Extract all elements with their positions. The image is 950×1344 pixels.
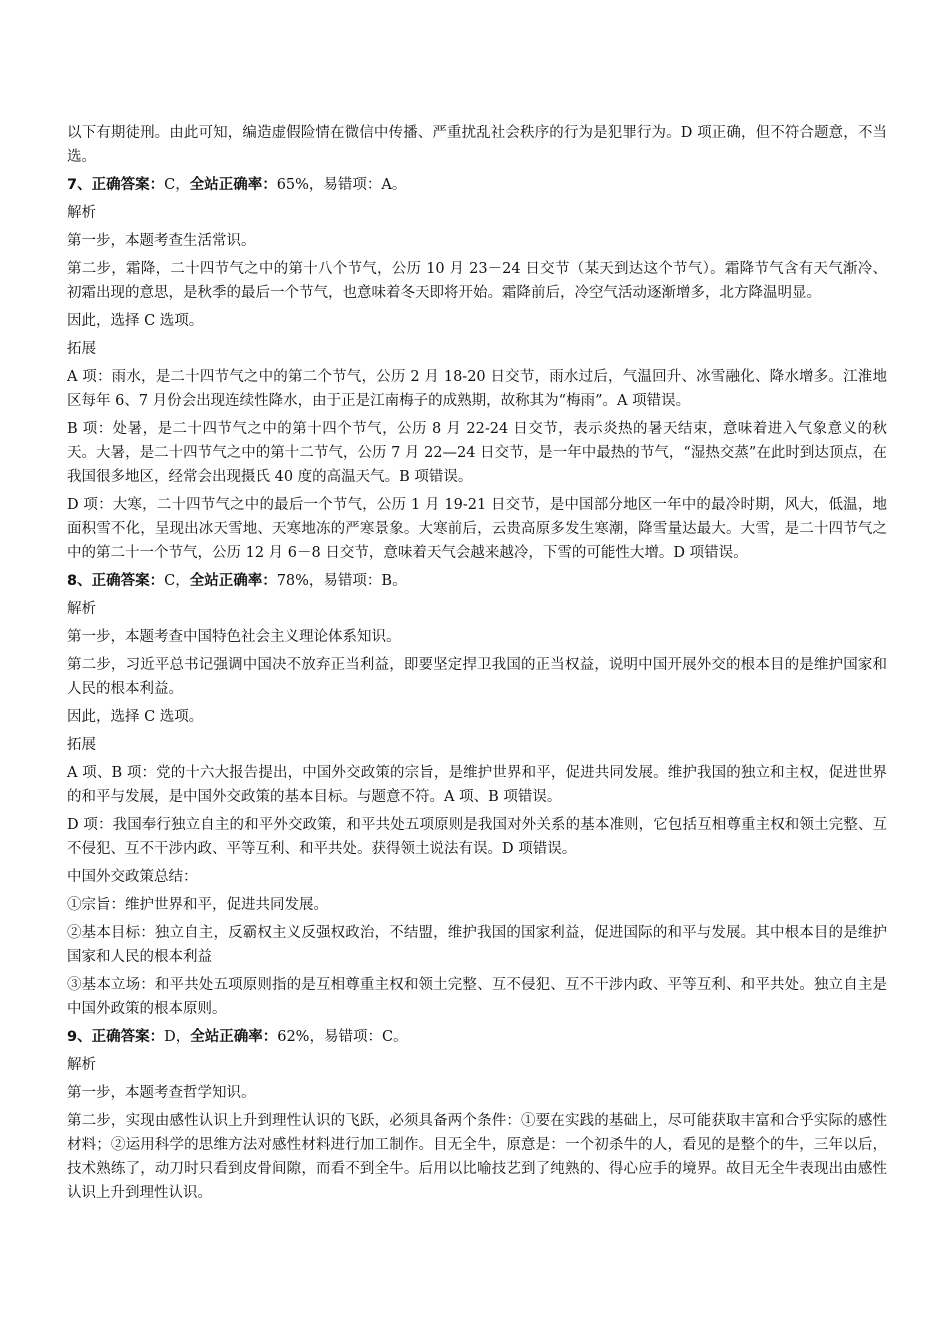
answer-label: 正确答案： [91,1029,165,1045]
rate-label: 全站正确率： [189,573,277,589]
paragraph: 拓展 [67,341,96,357]
question-number: 7、 [67,177,92,193]
paragraph: D 项：大寒，二十四节气之中的最后一个节气，公历 1 月 19-21 日交节，是中国部分地区一年中的最冷时期，风大，低温，地面积雪不化，呈现出冰天雪地、天寒地冻的严寒景象。大寒前后，云贵高原多发生寒潮，降雪量达最大。大雪，是二十四节气之中的第二十一个节气，公历 12 月 6－8 日交节，意味着天气会越来越冷，下雪的可能性大增。D 项错误。 [67,497,887,561]
paragraph: A 项、B 项：党的十六大报告提出，中国外交政策的宗旨，是维护世界和平，促进共同发展。维护我国的独立和主权，促进世界的和平与发展，是中国外交政策的基本目标。与题意不符。A 项、B 项错误。 [67,765,887,805]
paragraph: 拓展 [67,737,96,753]
paragraph: 解析 [67,601,96,617]
paragraph: 以下有期徒刑。由此可知，编造虚假险情在微信中传播、严重扰乱社会秩序的行为是犯罪行为。D 项正确，但不符合题意，不当选。 [67,125,887,165]
paragraph: B 项：处暑，是二十四节气之中的第十四个节气，公历 8 月 22-24 日交节，表示炎热的暑天结束，意味着进入气象意义的秋天。大暑，是二十四节气之中的第十二节气，公历 7 月 22—24 日交节，是一年中最热的节气，“湿热交蒸”在此时到达顶点，在我国很多地区，经常会出现摄氏 40 度的高温天气。B 项错误。 [67,421,887,485]
rate-value: 78%，易错项：B。 [276,573,407,589]
paragraph: D 项：我国奉行独立自主的和平外交政策，和平共处五项原则是我国对外关系的基本准则，它包括互相尊重主权和领土完整、互不侵犯、互不干涉内政、平等互利、和平共处。获得领土说法有误。D 项错误。 [67,817,887,857]
question-number: 9、 [67,1029,92,1045]
question-answer-header [67,173,887,197]
paragraph: 第一步，本题考查生活常识。 [67,233,256,249]
answer-label: 正确答案： [91,573,165,589]
paragraph: 第二步，霜降，二十四节气之中的第十八个节气，公历 10 月 23－24 日交节（某天到达这个节气）。霜降节气含有天气渐冷、初霜出现的意思，是秋季的最后一个节气，也意味着冬天即将开始。霜降前后，冷空气活动逐渐增多，北方降温明显。 [67,261,887,301]
paragraph: ②基本目标：独立自主，反霸权主义反强权政治，不结盟，维护我国的国家利益，促进国际的和平与发展。其中根本目的是维护国家和人民的根本利益 [67,925,887,965]
paragraph: 第一步，本题考查哲学知识。 [67,1085,256,1101]
paragraph: ①宗旨：维护世界和平，促进共同发展。 [67,897,328,913]
paragraph: ③基本立场：和平共处五项原则指的是互相尊重主权和领土完整、互不侵犯、互不干涉内政、平等互利、和平共处。独立自主是中国外政策的根本原则。 [67,977,887,1017]
rate-label: 全站正确率： [189,177,277,193]
question-answer-header [67,569,887,593]
paragraph: A 项：雨水，是二十四节气之中的第二个节气，公历 2 月 18-20 日交节，雨水过后，气温回升、冰雪融化、降水增多。江淮地区每年 6、7 月份会出现连续性降水，由于正是江南梅子的成熟期，故称其为“梅雨”。A 项错误。 [67,369,887,409]
rate-value: 65%，易错项：A。 [276,177,407,193]
question-answer-header [67,1025,887,1049]
paragraph: 中国外交政策总结： [67,869,198,885]
question-number: 8、 [67,573,92,589]
answer-label: 正确答案： [91,177,165,193]
paragraph: 因此，选择 C 选项。 [67,313,204,329]
paragraph: 第二步，实现由感性认识上升到理性认识的飞跃，必须具备两个条件：①要在实践的基础上，尽可能获取丰富和合乎实际的感性材料；②运用科学的思维方法对感性材料进行加工制作。目无全牛，原意是：一个初杀牛的人，看见的是整个的牛，三年以后，技术熟练了，动刀时只看到皮骨间隙，而看不到全牛。后用以比喻技艺到了纯熟的、得心应手的境界。故目无全牛表现出由感性认识上升到理性认识。 [67,1113,887,1201]
paragraph: 解析 [67,1057,96,1073]
document-page [67,121,887,1209]
paragraph: 解析 [67,205,96,221]
paragraph: 因此，选择 C 选项。 [67,709,204,725]
paragraph: 第二步，习近平总书记强调中国决不放弃正当利益，即要坚定捍卫我国的正当权益，说明中国开展外交的根本目的是维护国家和人民的根本利益。 [67,657,887,697]
answer-value: C， [164,177,190,193]
rate-value: 62%，易错项：C。 [277,1029,408,1045]
answer-value: D， [164,1029,191,1045]
answer-value: C， [164,573,190,589]
paragraph: 第一步，本题考查中国特色社会主义理论体系知识。 [67,629,401,645]
rate-label: 全站正确率： [190,1029,278,1045]
